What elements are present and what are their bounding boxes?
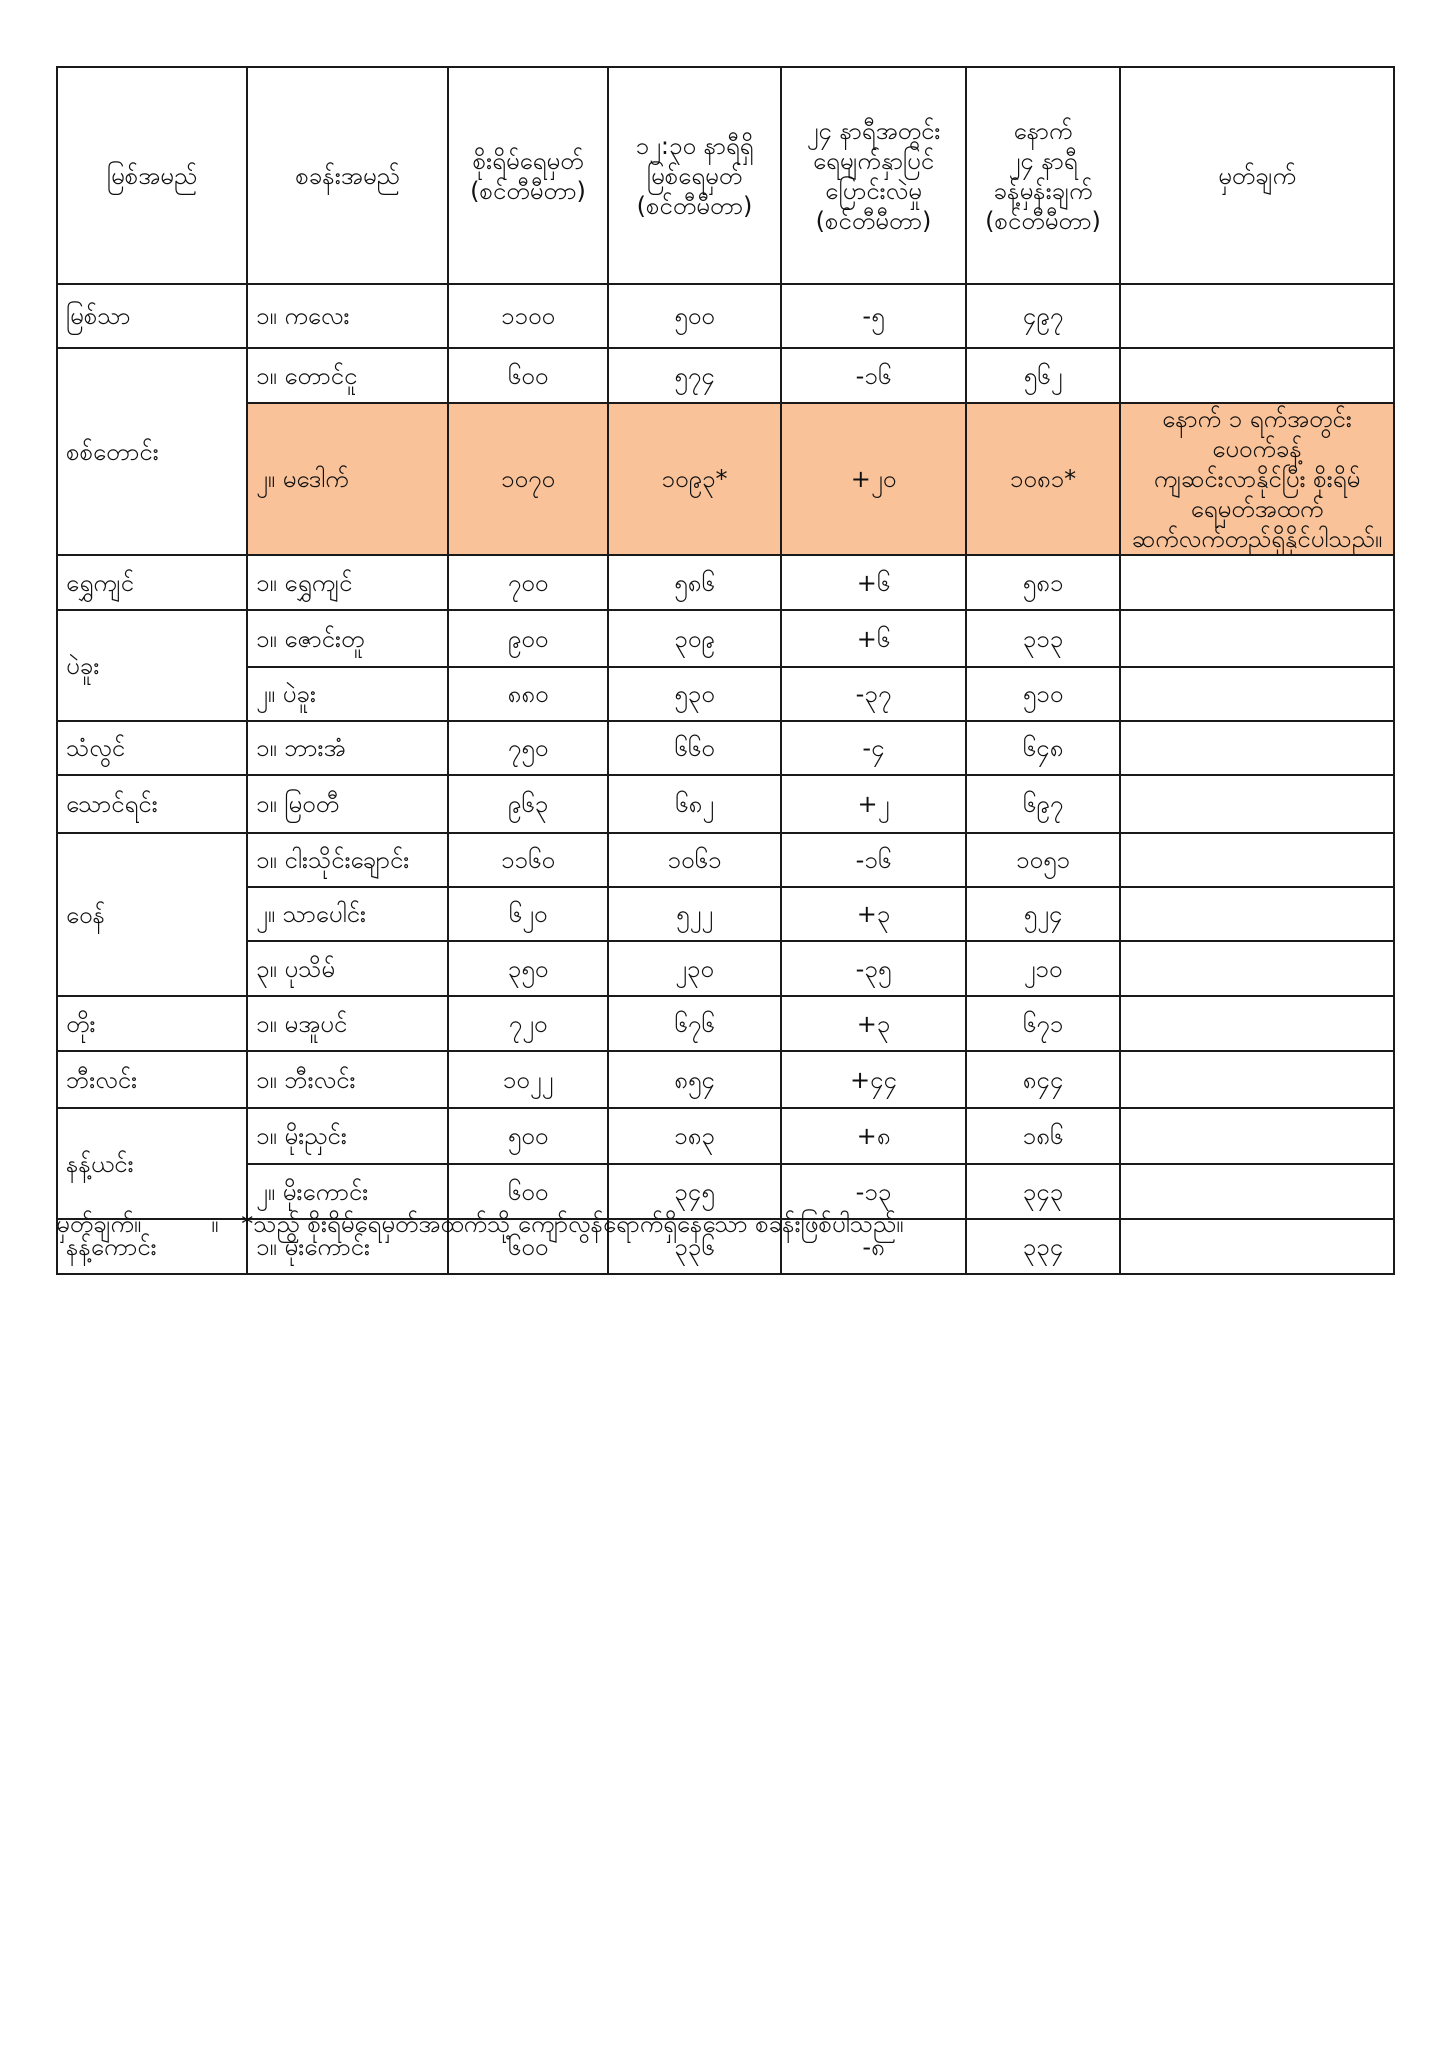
forecast-cell: ၄၉၇: [966, 284, 1120, 348]
remark-cell: [1120, 1108, 1394, 1164]
station-name-cell: ၁။ ဘီးလင်း: [247, 1051, 448, 1108]
river-name-cell: နန့်ကောင်း: [57, 1219, 247, 1274]
remark-cell: [1120, 887, 1394, 941]
current-level-cell: ၅၇၄: [608, 348, 781, 403]
footnote-text: *သည် စိုးရိမ်ရေမှတ်အထက်သို့ ကျော်လွန်ရောက်ရှိနေသော စခန်းဖြစ်ပါသည်။: [241, 1210, 904, 1238]
change-cell: +၃: [781, 887, 966, 941]
station-name-cell: ၂။ သာပေါင်း: [247, 887, 448, 941]
footnote-label: မှတ်ချက်။: [56, 1210, 142, 1238]
river-name-cell: မြစ်သာ: [57, 284, 247, 348]
footnote: [56, 1208, 903, 1244]
current-level-cell: ၃၄၅: [608, 1164, 781, 1219]
change-cell: +၂: [781, 775, 966, 833]
change-cell: +၆: [781, 555, 966, 610]
danger-level-cell: ၉၆၃: [448, 775, 608, 833]
change-cell: -၁၆: [781, 348, 966, 403]
table-header-row: [57, 67, 1394, 284]
table-row: [57, 721, 1394, 775]
header-remarks: [1120, 67, 1394, 284]
river-name-cell: သံလွင်: [57, 721, 247, 775]
table-row: [57, 1108, 1394, 1164]
river-name-cell: ဝေန်: [57, 833, 247, 996]
station-name-cell: ၁။ မအူပင်: [247, 996, 448, 1051]
station-name-cell: ၁။ ဇောင်းတူ: [247, 610, 448, 667]
danger-level-cell: ၁၁၀၀: [448, 284, 608, 348]
river-name-cell: နန့်ယင်း: [57, 1108, 247, 1219]
forecast-cell: ၁၈၆: [966, 1108, 1120, 1164]
table-row: [57, 403, 1394, 555]
change-cell: -၃၇: [781, 667, 966, 721]
remark-cell: [1120, 667, 1394, 721]
current-level-cell: ၅၂၂: [608, 887, 781, 941]
river-name-cell: သောင်ရင်း: [57, 775, 247, 833]
current-level-cell: ၁၈၃: [608, 1108, 781, 1164]
header-line: ၂၄ နာရီ: [1008, 146, 1078, 175]
river-name-cell: တိုး: [57, 996, 247, 1051]
current-level-cell: ၅၃၀: [608, 667, 781, 721]
station-name-cell: ၁။ ဘားအံ: [247, 721, 448, 775]
station-name-cell: ၁။ ရွှေကျင်: [247, 555, 448, 610]
forecast-cell: ၆၉၇: [966, 775, 1120, 833]
forecast-cell: ၅၆၂: [966, 348, 1120, 403]
danger-level-cell: ၆၂၀: [448, 887, 608, 941]
table-row: [57, 1051, 1394, 1108]
forecast-cell: ၃၄၃: [966, 1164, 1120, 1219]
station-name-cell: ၂။ မိုးကောင်း: [247, 1164, 448, 1219]
station-name-cell: ၃။ ပုသိမ်: [247, 941, 448, 996]
current-level-cell: ၆၈၂: [608, 775, 781, 833]
current-level-cell: ၂၃၀: [608, 941, 781, 996]
river-water-level-table: [56, 66, 1395, 1275]
river-name-cell: ပဲခူး: [57, 610, 247, 721]
remark-cell: [1120, 1219, 1394, 1274]
header-line: ပြောင်းလဲမှု: [825, 176, 922, 205]
station-name-cell: ၂။ မဒေါက်: [247, 403, 448, 555]
header-24h-forecast: [966, 67, 1120, 284]
station-name-cell: ၁။ မိုးညှင်း: [247, 1108, 448, 1164]
forecast-cell: ၅၁၀: [966, 667, 1120, 721]
remark-cell: [1120, 610, 1394, 667]
change-cell: -၅: [781, 284, 966, 348]
header-river-name: [57, 67, 247, 284]
remark-line: နောက် ၁ ရက်အတွင်း ပေ၀က်ခန့်: [1162, 405, 1352, 463]
header-station-name: [247, 67, 448, 284]
station-name-cell: ၁။ တောင်ငူ: [247, 348, 448, 403]
remark-cell: [1120, 833, 1394, 887]
header-line: မြစ်ရေမှတ်: [646, 161, 743, 190]
header-line: (စင်တီမီတာ): [470, 176, 586, 205]
forecast-cell: ၁၀၅၁: [966, 833, 1120, 887]
danger-level-cell: ၃၅၀: [448, 941, 608, 996]
remark-cell: [1120, 555, 1394, 610]
change-cell: -၈: [781, 1219, 966, 1274]
station-name-cell: ၂။ ပဲခူး: [247, 667, 448, 721]
remark-cell: [1120, 1051, 1394, 1108]
danger-level-cell: ၁၁၆၀: [448, 833, 608, 887]
header-danger-level: [448, 67, 608, 284]
change-cell: -၁၆: [781, 833, 966, 887]
header-line: စခန်းအမည်: [295, 161, 400, 190]
change-cell: +၄၄: [781, 1051, 966, 1108]
remark-cell: [1120, 348, 1394, 403]
remark-cell: [1120, 941, 1394, 996]
forecast-cell: ၅၈၁: [966, 555, 1120, 610]
header-line: ၂၄ နာရီအတွင်း: [806, 116, 941, 145]
remark-cell: [1120, 1164, 1394, 1219]
remark-cell: [1120, 284, 1394, 348]
header-line: (စင်တီမီတာ): [636, 191, 753, 220]
remark-line: ဆက်လက်တည်ရှိနိုင်ပါသည်။: [1131, 525, 1383, 553]
forecast-cell: ၆၄၈: [966, 721, 1120, 775]
danger-level-cell: ၆၀၀: [448, 348, 608, 403]
current-level-cell: ၈၅၄: [608, 1051, 781, 1108]
header-line: (စင်တီမီတာ): [985, 206, 1101, 235]
change-cell: +၃: [781, 996, 966, 1051]
river-name-cell: ဘီးလင်း: [57, 1051, 247, 1108]
current-level-cell: ၁၀၆၁: [608, 833, 781, 887]
station-name-cell: ၁။ မြဝတီ: [247, 775, 448, 833]
station-name-cell: ၁။ မိုးကောင်း: [247, 1219, 448, 1274]
forecast-cell: ၆၇၁: [966, 996, 1120, 1051]
change-cell: -၄: [781, 721, 966, 775]
change-cell: -၁၃: [781, 1164, 966, 1219]
current-level-cell: ၁၀၉၃*: [608, 403, 781, 555]
header-line: ခန့်မှန်းချက်: [993, 176, 1093, 205]
header-24h-change: [781, 67, 966, 284]
table-row: [57, 833, 1394, 887]
forecast-cell: ၅၂၄: [966, 887, 1120, 941]
danger-level-cell: ၆၀၀: [448, 1164, 608, 1219]
current-level-cell: ၆၇၆: [608, 996, 781, 1051]
header-line: နောက်: [1013, 116, 1073, 145]
forecast-cell: ၈၄၄: [966, 1051, 1120, 1108]
change-cell: +၆: [781, 610, 966, 667]
forecast-cell: ၁၀၈၁*: [966, 403, 1120, 555]
table-row: [57, 348, 1394, 403]
current-level-cell: ၃၃၆: [608, 1219, 781, 1274]
danger-level-cell: ၇၂၀: [448, 996, 608, 1051]
danger-level-cell: ၇၀၀: [448, 555, 608, 610]
current-level-cell: ၃၀၉: [608, 610, 781, 667]
table-row: [57, 555, 1394, 610]
header-line: မြစ်အမည်: [106, 161, 198, 190]
danger-level-cell: ၁၀၂၂: [448, 1051, 608, 1108]
remark-cell: [1120, 403, 1394, 555]
forecast-cell: ၃၁၃: [966, 610, 1120, 667]
table-row: [57, 996, 1394, 1051]
table-row: [57, 941, 1394, 996]
river-name-cell: စစ်တောင်း: [57, 348, 247, 555]
station-name-cell: ၁။ ကလေး: [247, 284, 448, 348]
header-line: စိုးရိမ်ရေမှတ်: [472, 146, 584, 175]
danger-level-cell: ၉၀၀: [448, 610, 608, 667]
station-name-cell: ၁။ ငါးသိုင်းချောင်း: [247, 833, 448, 887]
header-line: ၁၂:၃၀ နာရီရှိ: [635, 131, 754, 160]
current-level-cell: ၆၆၀: [608, 721, 781, 775]
river-name-cell: ရွှေကျင်: [57, 555, 247, 610]
header-current-level: [608, 67, 781, 284]
remark-cell: [1120, 996, 1394, 1051]
remark-cell: [1120, 721, 1394, 775]
danger-level-cell: ၆၀၀: [448, 1219, 608, 1274]
danger-level-cell: ၈၈၀: [448, 667, 608, 721]
table-row: [57, 775, 1394, 833]
header-line: မှတ်ချက်: [1218, 161, 1296, 190]
table-row: [57, 284, 1394, 348]
header-line: ရေမျက်နှာပြင်: [812, 146, 935, 175]
change-cell: -၃၅: [781, 941, 966, 996]
footnote-separator: ။: [211, 1210, 219, 1238]
table-body: [57, 284, 1394, 1274]
forecast-cell: ၂၁၀: [966, 941, 1120, 996]
current-level-cell: ၅၈၆: [608, 555, 781, 610]
table-row: [57, 667, 1394, 721]
forecast-cell: ၃၃၄: [966, 1219, 1120, 1274]
remark-line: ကျဆင်းလာနိုင်ပြီး စိုးရိမ်ရေမှတ်အထက်: [1153, 465, 1361, 523]
header-line: (စင်တီမီတာ): [815, 206, 932, 235]
table-row: [57, 887, 1394, 941]
current-level-cell: ၅၀၀: [608, 284, 781, 348]
change-cell: +၂၀: [781, 403, 966, 555]
change-cell: +၈: [781, 1108, 966, 1164]
danger-level-cell: ၇၅၀: [448, 721, 608, 775]
danger-level-cell: ၁၀၇၀: [448, 403, 608, 555]
table-row: [57, 610, 1394, 667]
danger-level-cell: ၅၀၀: [448, 1108, 608, 1164]
remark-cell: [1120, 775, 1394, 833]
